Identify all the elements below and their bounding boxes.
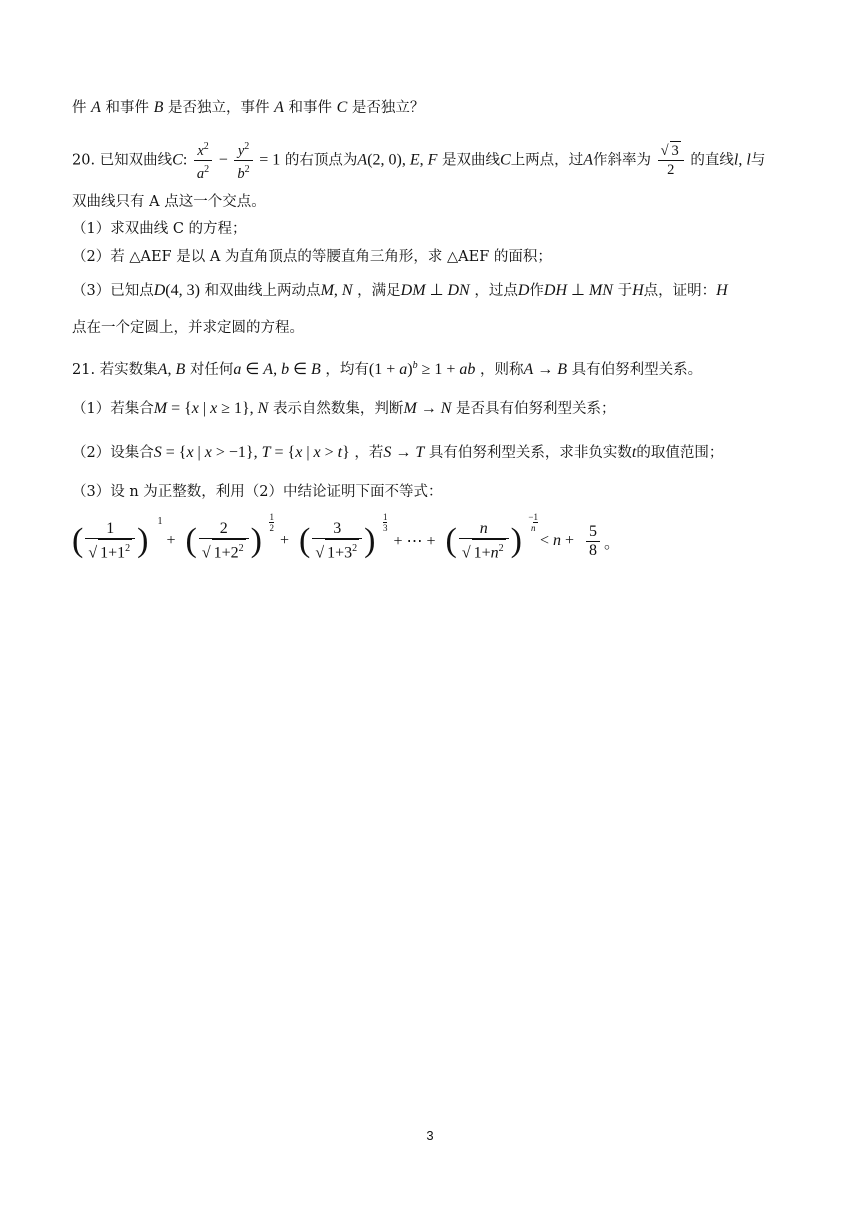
q20-text-g: 与 [750,152,766,169]
q20-statement: 20. 已知双曲线C: $\frac{x^2}{a^2}$ − $\frac{y^2}{b^2}$ = 1 的右顶点为A(2, 0), E, F 是双曲线C上两点，过A作斜率为 $\frac{√ 3}{2}$ 的直线l, l与 [72,138,800,183]
q20-text-a: 已知双曲线 [99,152,173,169]
q20-sub3-d: ，过点 [474,283,518,299]
q21-sub1-c: 是否具有伯努利型关系； [456,401,616,417]
q21-statement: 21. 若实数集A, B 对任何a ∈ A, b ∈ B ，均有$(1 + a)^b \ge 1$ + ab ，则称A → B 具有伯努利型关系。 [72,360,703,378]
q20-text-b: 的右顶点为 [284,152,358,169]
q21-sub2: （2）设集合S = {x | x > −1}, T = {x | x > t} ，若S → T 具有伯努利型关系，求非负实数t的取值范围； [72,444,724,461]
q21-sub1-b: 表示自然数集，判断 [272,401,404,417]
q20-text-e: 作斜率为 [592,152,651,169]
q21-text-c: ，均有 [325,361,369,378]
q20-sub3-line2: 点在一个定圆上，并求定圆的方程。 [72,320,304,336]
q20-number: 20. [72,152,96,169]
q21-sub2-c: 具有伯努利型关系，求非负实数 [428,445,632,461]
q21-text-e: 具有伯努利型关系。 [571,361,703,378]
q21-sub1: （1）若集合M = {x | x ≥ 1}, N 表示自然数集，判断M → N 是否具有伯努利型关系； [72,400,616,417]
page-number: 3 [426,1128,434,1143]
q20-text-d: 上两点，过 [510,152,584,169]
inequality: ( $\frac{1}{√ 1+1^2}$ ) 1 + ( $\frac{2}{√ 1+2^2}$ ) 1 2 + ( $\frac{3}{√ 1+3^2}$ ) 1 3 + ⋯ + ( $\frac{n}{√ 1+n^2}$ ) −1 n < n + $\frac{5}{8}$ 。 [72,511,621,562]
q21-text-d: ，则称 [480,361,524,378]
q21-sub2-b: ，若 [354,445,384,461]
q20-line2: 双曲线只有 A 点这一个交点。 [72,194,266,210]
q21-text-a: 若实数集 [99,361,158,378]
q20-text-f: 的直线 [690,152,734,169]
q20-sub1: （1）求双曲线 C 的方程； [72,221,247,237]
q21-sub1-a: （1）若集合 [72,401,154,417]
q20-sub2: （2）若 △AEF 是以 A 为直角顶点的等腰直角三角形，求 △AEF 的面积； [72,249,552,265]
fraction-x2-a2: $\frac{x^2}{a^2}$ [194,138,212,183]
q20-text-c: 是双曲线 [442,152,501,169]
q21-text-b: 对任何 [189,361,234,378]
q20-sub3-c: ，满足 [357,283,401,299]
q21-sub2-d: 的取值范围； [636,445,724,461]
q20-sub3-e: 作 [529,283,544,299]
fraction-y2-b2: $\frac{y^2}{b^2}$ [234,138,252,183]
intro-line: 件 A 和事件 B 是否独立，事件 A 和事件 C 是否独立？ [72,99,425,116]
q20-sub3-g: 点，证明： [643,283,717,299]
q21-number: 21. [72,361,96,378]
fraction-sqrt3-2: $\frac{√ 3}{2}$ [658,141,684,179]
q20-sub3: （3）已知点D(4, 3) 和双曲线上两动点M, N ，满足DM ⊥ DN ，过点D作DH ⊥ MN 于H点，证明：H [72,282,728,299]
q20-sub3-a: （3）已知点 [72,283,154,299]
q20-sub3-b: 和双曲线上两动点 [204,283,321,299]
q21-sub3: （3）设 n 为正整数，利用（2）中结论证明下面不等式： [72,484,443,500]
q20-sub3-f: 于 [617,283,633,299]
q21-sub2-a: （2）设集合 [72,445,154,461]
